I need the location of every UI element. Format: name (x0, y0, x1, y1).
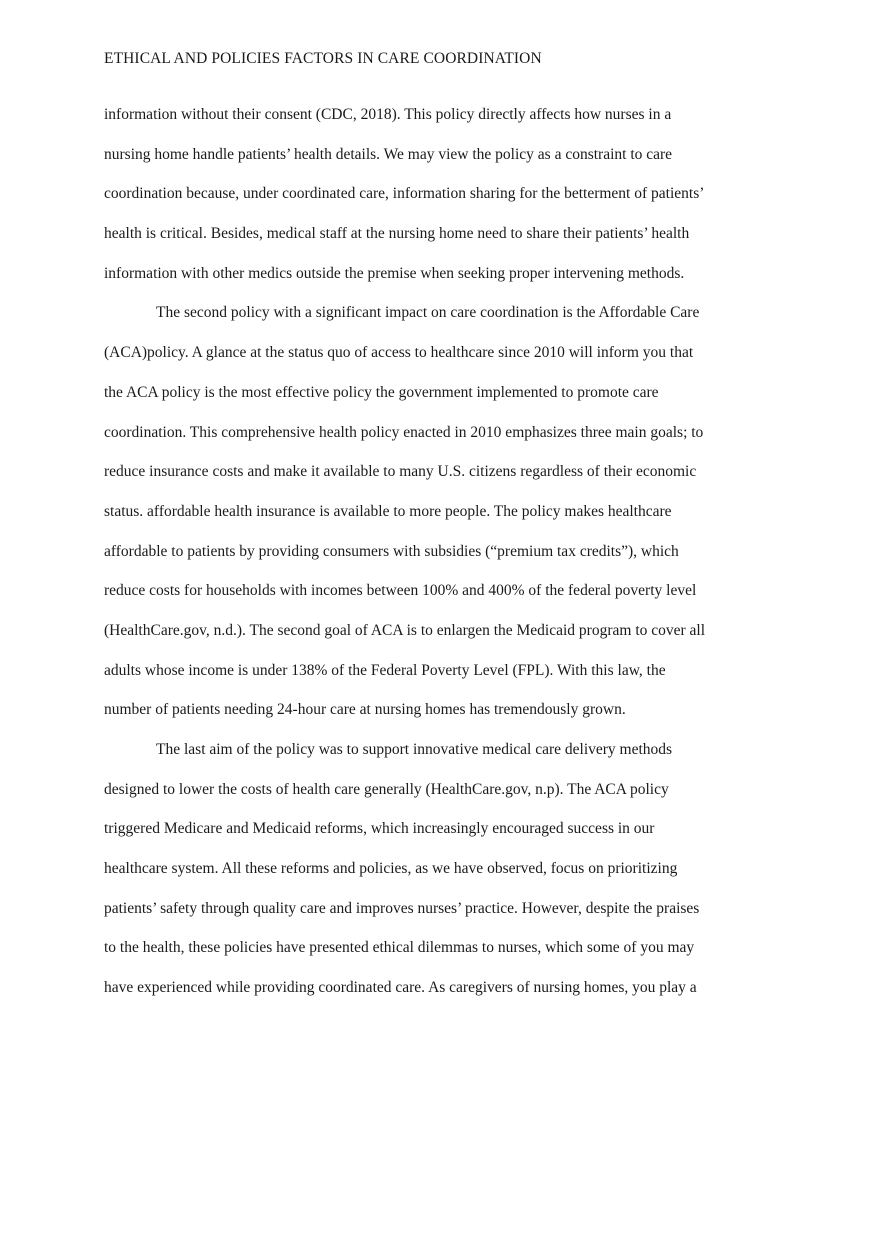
text-line: information with other medics outside the premise when seeking proper intervening methods. (104, 264, 685, 282)
text-line: status. affordable health insurance is available to more people. The policy makes healthcare (104, 502, 672, 520)
body-text (104, 101, 784, 1014)
text-line: number of patients needing 24-hour care at nursing homes has tremendously grown. (104, 701, 626, 719)
text-line: reduce costs for households with incomes between 100% and 400% of the federal poverty level (104, 582, 697, 600)
text-line: to the health, these policies have presented ethical dilemmas to nurses, which some of you may (104, 939, 695, 957)
text-line: triggered Medicare and Medicaid reforms, which increasingly encouraged success in our (104, 820, 655, 838)
text-line: reduce insurance costs and make it available to many U.S. citizens regardless of their economic (104, 463, 697, 481)
text-line: nursing home handle patients’ health details. We may view the policy as a constraint to care (104, 145, 673, 163)
text-line: health is critical. Besides, medical staff at the nursing home need to share their patients’ health (104, 225, 690, 243)
text-line: information without their consent (CDC, 2018). This policy directly affects how nurses in a (104, 106, 672, 123)
text-line: adults whose income is under 138% of the Federal Poverty Level (FPL). With this law, the (104, 661, 666, 679)
text-line: affordable to patients by providing consumers with subsidies (“premium tax credits”), which (104, 542, 679, 560)
text-line: the ACA policy is the most effective policy the government implemented to promote care (104, 383, 659, 401)
text-line: patients’ safety through quality care and improves nurses’ practice. However, despite the praises (104, 899, 700, 917)
text-line: coordination because, under coordinated care, information sharing for the betterment of patients’ (104, 185, 705, 203)
text-line: coordination. This comprehensive health policy enacted in 2010 emphasizes three main goals; to (104, 423, 704, 441)
paragraph-first-line: The last aim of the policy was to support innovative medical care delivery methods (156, 741, 673, 758)
text-line: healthcare system. All these reforms and policies, as we have observed, focus on prioritizing (104, 860, 678, 878)
text-line: have experienced while providing coordinated care. As caregivers of nursing homes, you play a (104, 979, 697, 997)
running-head: ETHICAL AND POLICIES FACTORS IN CARE COORDINATION (104, 50, 542, 67)
paragraph-first-line: The second policy with a significant impact on care coordination is the Affordable Care (156, 304, 700, 322)
text-line: designed to lower the costs of health care generally (HealthCare.gov, n.p). The ACA policy (104, 780, 669, 798)
text-line: (HealthCare.gov, n.d.). The second goal of ACA is to enlargen the Medicaid program to cover all (104, 621, 706, 639)
text-line: (ACA)policy. A glance at the status quo of access to healthcare since 2010 will inform you that (104, 344, 694, 362)
